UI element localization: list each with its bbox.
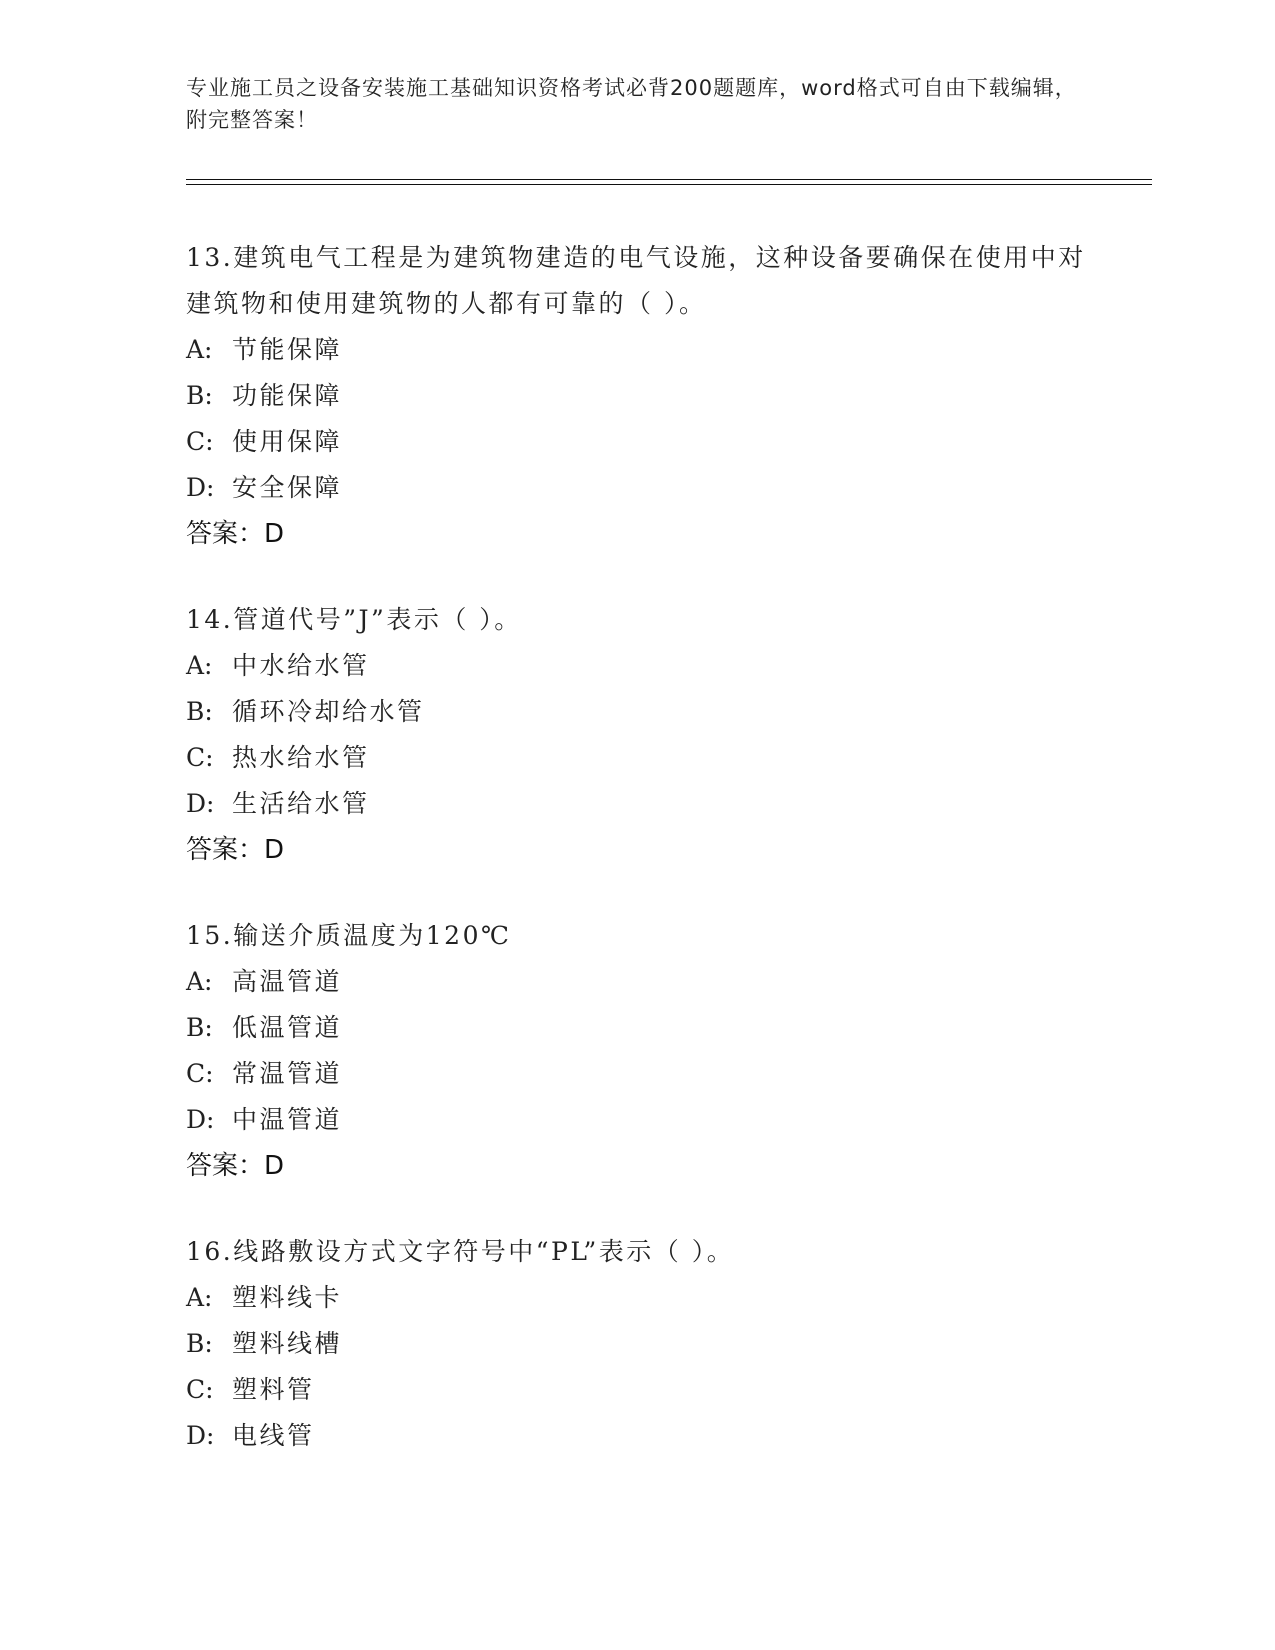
option-text: 塑料管 <box>232 1375 315 1404</box>
option-letter: A: <box>186 967 213 996</box>
question-16 <box>186 1229 1086 1459</box>
option-letter: C: <box>186 1059 214 1088</box>
question-stem: 16.线路敷设方式文字符号中“PL”表示（ ）。 <box>186 1237 735 1266</box>
option-letter: C: <box>186 743 214 772</box>
header-divider-top <box>186 179 1152 180</box>
option-d <box>186 1413 1086 1459</box>
option-text: 常温管道 <box>232 1059 343 1088</box>
option-a <box>186 1275 1086 1321</box>
option-letter: B: <box>186 1329 213 1358</box>
option-text: 热水给水管 <box>232 743 370 772</box>
option-letter: C: <box>186 427 214 456</box>
question-stem: 14.管道代号”J”表示（ ）。 <box>186 605 522 634</box>
question-14 <box>186 597 1086 873</box>
document-header: 专业施工员之设备安装施工基础知识资格考试必背200题题库，word格式可自由下载编辑，附完整答案！ <box>186 76 1077 132</box>
option-a <box>186 327 1086 373</box>
option-c <box>186 419 1086 465</box>
option-b <box>186 689 1086 735</box>
option-text: 电线管 <box>232 1421 315 1450</box>
option-letter: D: <box>186 1421 215 1450</box>
answer-line: 答案：D <box>186 519 285 549</box>
option-letter: B: <box>186 1013 213 1042</box>
option-text: 低温管道 <box>232 1013 343 1042</box>
answer-line: 答案：D <box>186 1151 285 1181</box>
option-text: 塑料线槽 <box>232 1329 343 1358</box>
option-letter: D: <box>186 473 215 502</box>
option-text: 塑料线卡 <box>232 1283 343 1312</box>
question-stem: 15.输送介质温度为120℃ <box>186 921 512 950</box>
option-letter: D: <box>186 1105 215 1134</box>
option-letter: B: <box>186 381 213 410</box>
option-letter: A: <box>186 335 213 364</box>
option-text: 中温管道 <box>232 1105 343 1134</box>
option-text: 生活给水管 <box>232 789 370 818</box>
option-letter: B: <box>186 697 213 726</box>
option-letter: D: <box>186 789 215 818</box>
option-text: 节能保障 <box>232 335 343 364</box>
option-a <box>186 643 1086 689</box>
option-text: 使用保障 <box>232 427 343 456</box>
option-text: 高温管道 <box>232 967 343 996</box>
option-d <box>186 781 1086 827</box>
option-text: 功能保障 <box>232 381 343 410</box>
option-d <box>186 465 1086 511</box>
question-15 <box>186 913 1086 1189</box>
option-d <box>186 1097 1086 1143</box>
option-text: 安全保障 <box>232 473 343 502</box>
option-b <box>186 373 1086 419</box>
question-list <box>186 235 1086 1499</box>
option-text: 中水给水管 <box>232 651 370 680</box>
answer-line: 答案：D <box>186 835 285 865</box>
option-c <box>186 1367 1086 1413</box>
option-c <box>186 1051 1086 1097</box>
option-c <box>186 735 1086 781</box>
option-text: 循环冷却给水管 <box>232 697 425 726</box>
option-a <box>186 959 1086 1005</box>
option-letter: C: <box>186 1375 214 1404</box>
option-letter: A: <box>186 1283 213 1312</box>
question-stem: 13.建筑电气工程是为建筑物建造的电气设施，这种设备要确保在使用中对建筑物和使用建筑物的人都有可靠的（ ）。 <box>186 243 1086 318</box>
question-13 <box>186 235 1086 557</box>
option-letter: A: <box>186 651 213 680</box>
header-divider-bottom <box>186 184 1152 185</box>
option-b <box>186 1005 1086 1051</box>
option-b <box>186 1321 1086 1367</box>
